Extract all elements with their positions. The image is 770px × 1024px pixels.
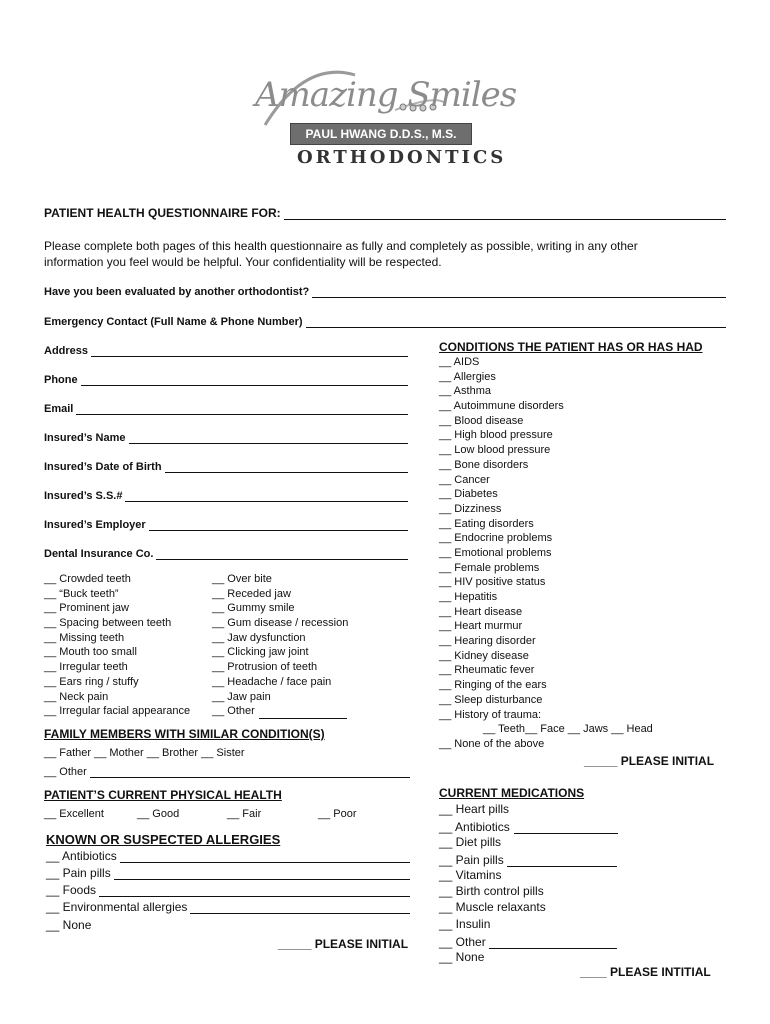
list-item[interactable]: __ None bbox=[439, 949, 485, 964]
list-item[interactable]: __ AIDS bbox=[439, 356, 480, 368]
list-item[interactable]: __ Receded jaw bbox=[212, 587, 291, 600]
field-label: Phone bbox=[44, 374, 78, 386]
family-members-line[interactable]: __ Father __ Mother __ Brother __ Sister bbox=[44, 747, 245, 759]
list-item[interactable]: __ Heart pills bbox=[439, 802, 510, 816]
list-item[interactable]: __ Prominent jaw bbox=[44, 602, 129, 615]
allergy-pain-pills bbox=[46, 866, 410, 880]
physical-option-poor[interactable]: __ Poor bbox=[318, 808, 357, 820]
list-item[interactable]: __ Irregular teeth bbox=[44, 661, 128, 674]
medication-line[interactable] bbox=[489, 936, 617, 949]
field-line[interactable] bbox=[129, 431, 408, 444]
left-field-insured-dob bbox=[44, 460, 408, 473]
list-item[interactable]: __ Vitamins bbox=[439, 867, 502, 882]
field-label: Email bbox=[44, 403, 74, 415]
allergy-label: __ Pain pills bbox=[46, 866, 111, 880]
emergency-field bbox=[44, 315, 726, 328]
allergy-line[interactable] bbox=[120, 850, 410, 863]
allergy-none[interactable]: __ None bbox=[46, 918, 92, 932]
conditions-please-initial[interactable]: _____ PLEASE INITIAL bbox=[584, 754, 715, 768]
list-item[interactable]: __ Missing teeth bbox=[44, 631, 125, 644]
dental-concerns-col1 bbox=[44, 572, 190, 719]
list-item[interactable]: __ “Buck teeth” bbox=[44, 587, 119, 600]
list-item[interactable]: __ Hearing disorder bbox=[439, 635, 536, 648]
left-field-dental-insurance bbox=[44, 547, 408, 560]
list-item[interactable]: __ Muscle relaxants bbox=[439, 900, 546, 915]
list-item[interactable]: __ HIV positive status bbox=[439, 576, 546, 589]
field-line[interactable] bbox=[149, 518, 408, 531]
questionnaire-title: PATIENT HEALTH QUESTIONNAIRE FOR: bbox=[44, 206, 281, 220]
medications-list bbox=[439, 801, 618, 965]
list-item[interactable]: __ Headache / face pain bbox=[212, 675, 332, 688]
physical-option-excellent[interactable]: __ Excellent bbox=[44, 808, 104, 820]
list-item[interactable]: __ Jaw pain bbox=[212, 690, 271, 703]
list-item[interactable]: __ Bone disorders bbox=[439, 458, 529, 471]
field-line[interactable] bbox=[156, 547, 408, 560]
conditions-heading: CONDITIONS THE PATIENT HAS OR HAS HAD bbox=[439, 340, 703, 354]
list-item-with-line[interactable]: __ Other bbox=[439, 932, 618, 948]
list-item[interactable]: __ Eating disorders bbox=[439, 517, 534, 530]
family-other-field bbox=[44, 766, 410, 778]
field-line[interactable] bbox=[165, 460, 408, 473]
field-label: Insured’s Employer bbox=[44, 519, 146, 531]
family-other-line[interactable] bbox=[90, 766, 410, 778]
logo bbox=[245, 55, 525, 175]
list-item[interactable]: __ High blood pressure bbox=[439, 429, 553, 442]
patient-name-line[interactable] bbox=[284, 207, 726, 220]
logo-practice: ORTHODONTICS bbox=[297, 147, 507, 168]
left-field-insured-ssn bbox=[44, 489, 408, 502]
list-item[interactable]: __ Female problems bbox=[439, 561, 540, 574]
left-field-address bbox=[44, 344, 408, 357]
list-item[interactable]: __ Autoimmune disorders bbox=[439, 400, 564, 413]
list-item[interactable]: __ Heart murmur bbox=[439, 620, 523, 633]
list-item[interactable]: __ Diet pills bbox=[439, 834, 502, 849]
allergies-please-initial[interactable]: _____ PLEASE INITIAL bbox=[278, 937, 409, 951]
field-label: Dental Insurance Co. bbox=[44, 548, 154, 560]
list-item[interactable]: __ Asthma bbox=[439, 385, 491, 398]
list-item[interactable]: __ Jaw dysfunction bbox=[212, 631, 306, 644]
list-item[interactable]: __ Emotional problems bbox=[439, 546, 552, 559]
list-item[interactable]: __ Mouth too small bbox=[44, 646, 137, 659]
list-item[interactable]: __ History of trauma: bbox=[439, 708, 542, 721]
dental-concerns-col2 bbox=[212, 572, 348, 719]
list-item[interactable]: __ Heart disease bbox=[439, 605, 523, 618]
list-item[interactable]: __ Over bite bbox=[212, 573, 272, 585]
allergy-line[interactable] bbox=[114, 867, 410, 880]
left-field-insured-employer bbox=[44, 518, 408, 531]
medication-line[interactable] bbox=[507, 854, 617, 867]
family-other-label: __ Other bbox=[44, 766, 87, 778]
list-item[interactable]: __ Birth control pills bbox=[439, 883, 544, 898]
allergies-heading: KNOWN OR SUSPECTED ALLERGIES bbox=[46, 832, 281, 847]
list-item[interactable]: __ Neck pain bbox=[44, 690, 109, 703]
list-item[interactable]: __ Allergies bbox=[439, 370, 496, 383]
intro-line-1: Please complete both pages of this health questionnaire as fully and completely as possible, writing in any other bbox=[44, 239, 638, 253]
field-line[interactable] bbox=[91, 344, 408, 357]
medications-please-initial[interactable]: ____ PLEASE INTITIAL bbox=[580, 965, 711, 979]
list-item[interactable]: __ Protrusion of teeth bbox=[212, 661, 318, 674]
field-label: Insured’s Name bbox=[44, 432, 126, 444]
allergy-environmental bbox=[46, 900, 410, 914]
allergy-foods bbox=[46, 883, 410, 897]
list-item[interactable]: __ None of the above bbox=[439, 737, 545, 750]
list-item[interactable]: __ Rheumatic fever bbox=[439, 664, 535, 677]
intro-text bbox=[44, 238, 638, 270]
list-item[interactable]: __ Gummy smile bbox=[212, 602, 295, 615]
list-item[interactable]: __ Kidney disease bbox=[439, 649, 529, 662]
logo-script-text: Amazing Smiles bbox=[255, 75, 517, 115]
allergy-line[interactable] bbox=[190, 901, 410, 914]
field-label: Insured’s Date of Birth bbox=[44, 461, 162, 473]
list-item-with-line[interactable]: __ Antibiotics bbox=[439, 817, 618, 833]
list-item-with-line[interactable]: __ Pain pills bbox=[439, 850, 618, 866]
list-item[interactable]: __ Insulin bbox=[439, 916, 491, 931]
physical-heading: PATIENT’S CURRENT PHYSICAL HEALTH bbox=[44, 788, 282, 802]
list-item[interactable]: __ Irregular facial appearance bbox=[44, 705, 191, 718]
list-item[interactable]: __ Crowded teeth bbox=[44, 573, 131, 585]
family-heading: FAMILY MEMBERS WITH SIMILAR CONDITION(S) bbox=[44, 727, 325, 741]
logo-name-banner: PAUL HWANG D.D.S., M.S. bbox=[290, 123, 472, 145]
conditions-list bbox=[439, 355, 653, 752]
list-item[interactable]: __ Cancer bbox=[439, 473, 490, 486]
other-line[interactable] bbox=[259, 707, 347, 719]
evaluated-label: Have you been evaluated by another orthodontist? bbox=[44, 286, 310, 298]
list-item[interactable]: __ Endocrine problems bbox=[439, 532, 553, 545]
list-item[interactable]: __ Ears ring / stuffy bbox=[44, 675, 139, 688]
list-item[interactable]: __ Sleep disturbance bbox=[439, 693, 543, 706]
emergency-label: Emergency Contact (Full Name & Phone Number) bbox=[44, 316, 303, 328]
list-item-other[interactable]: __ Other bbox=[212, 704, 348, 719]
trauma-sub-options[interactable]: __ Teeth__ Face __ Jaws __ Head bbox=[483, 723, 653, 736]
list-item[interactable]: __ Clicking jaw joint bbox=[212, 646, 309, 659]
allergy-antibiotics bbox=[46, 849, 410, 863]
left-field-insured-name bbox=[44, 431, 408, 444]
physical-option-fair[interactable]: __ Fair bbox=[227, 808, 262, 820]
medications-heading: CURRENT MEDICATIONS bbox=[439, 786, 585, 800]
questionnaire-title-row bbox=[44, 206, 726, 220]
evaluated-line[interactable] bbox=[312, 285, 726, 298]
field-label: Insured’s S.S.# bbox=[44, 490, 123, 502]
list-item[interactable]: __ Gum disease / recession bbox=[212, 617, 349, 630]
evaluated-field bbox=[44, 285, 726, 298]
field-label: Address bbox=[44, 345, 89, 357]
left-field-phone bbox=[44, 373, 408, 386]
emergency-line[interactable] bbox=[306, 315, 726, 328]
list-item[interactable]: __ Diabetes bbox=[439, 488, 498, 501]
list-item[interactable]: __ Ringing of the ears bbox=[439, 679, 547, 692]
list-item[interactable]: __ Spacing between teeth bbox=[44, 617, 172, 630]
left-field-email bbox=[44, 402, 408, 415]
list-item[interactable]: __ Blood disease bbox=[439, 414, 524, 427]
allergy-label: __ Antibiotics bbox=[46, 849, 117, 863]
list-item[interactable]: __ Low blood pressure bbox=[439, 444, 551, 457]
allergy-line[interactable] bbox=[99, 884, 410, 897]
physical-option-good[interactable]: __ Good bbox=[137, 808, 180, 820]
field-line[interactable] bbox=[125, 489, 408, 502]
list-item[interactable]: __ Hepatitis bbox=[439, 591, 498, 603]
field-line[interactable] bbox=[81, 373, 408, 386]
field-line[interactable] bbox=[76, 402, 408, 415]
list-item[interactable]: __ Dizziness bbox=[439, 502, 502, 515]
intro-line-2: information you feel would be helpful. Your confidentiality will be respected. bbox=[44, 255, 442, 269]
medication-line[interactable] bbox=[514, 821, 618, 834]
allergy-label: __ Foods bbox=[46, 883, 97, 897]
allergy-label: __ Environmental allergies bbox=[46, 900, 188, 914]
